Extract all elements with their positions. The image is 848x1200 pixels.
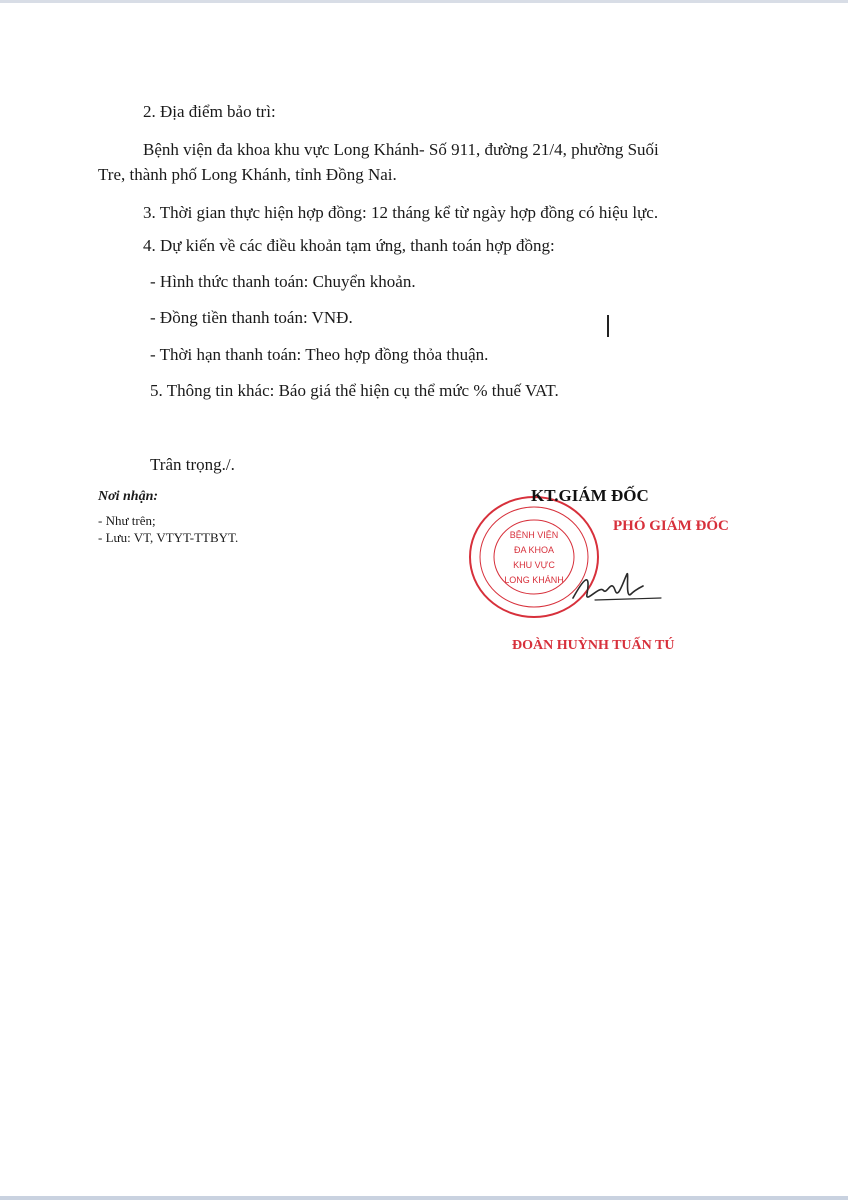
stamp-line: ĐA KHOA bbox=[513, 545, 555, 555]
handwritten-signature bbox=[565, 560, 665, 610]
item2-address-line2: Tre, thành phố Long Khánh, tỉnh Đồng Nai. bbox=[98, 165, 397, 184]
item2-address-line1: Bệnh viện đa khoa khu vực Long Khánh- Số 911, đường 21/4, phường Suối bbox=[143, 140, 659, 159]
item4-heading: 4. Dự kiến về các điều khoản tạm ứng, thanh toán hợp đồng: bbox=[143, 236, 555, 255]
item4-payment-term: - Thời hạn thanh toán: Theo hợp đồng thỏa thuận. bbox=[150, 345, 489, 364]
signature-subtitle: PHÓ GIÁM ĐỐC bbox=[613, 518, 729, 534]
signer-name: ĐOÀN HUỲNH TUẤN TÚ bbox=[512, 638, 675, 653]
closing-text: Trân trọng./. bbox=[150, 455, 235, 474]
stamp-line: KHU VỰC bbox=[513, 560, 555, 570]
stamp-line: BỆNH VIỆN bbox=[509, 530, 559, 540]
scan-artifact-mark bbox=[607, 315, 609, 337]
item4-currency: - Đồng tiền thanh toán: VNĐ. bbox=[150, 308, 353, 327]
stamp-line: LONG KHÁNH bbox=[504, 575, 564, 585]
signature-title: KT.GIÁM ĐỐC bbox=[531, 486, 649, 505]
item4-payment-method: - Hình thức thanh toán: Chuyển khoản. bbox=[150, 272, 416, 291]
item2-heading: 2. Địa điểm bảo trì: bbox=[143, 102, 276, 121]
recipient-item: - Lưu: VT, VTYT-TTBYT. bbox=[98, 530, 239, 545]
recipient-item: - Như trên; bbox=[98, 513, 156, 528]
item5-other-info: 5. Thông tin khác: Báo giá thể hiện cụ thể mức % thuế VAT. bbox=[150, 381, 559, 400]
scan-top-edge bbox=[0, 0, 848, 3]
scan-bottom-edge bbox=[0, 1196, 848, 1200]
recipients-title: Nơi nhận: bbox=[98, 489, 159, 504]
item3-duration: 3. Thời gian thực hiện hợp đồng: 12 tháng kể từ ngày hợp đồng có hiệu lực. bbox=[143, 203, 659, 222]
